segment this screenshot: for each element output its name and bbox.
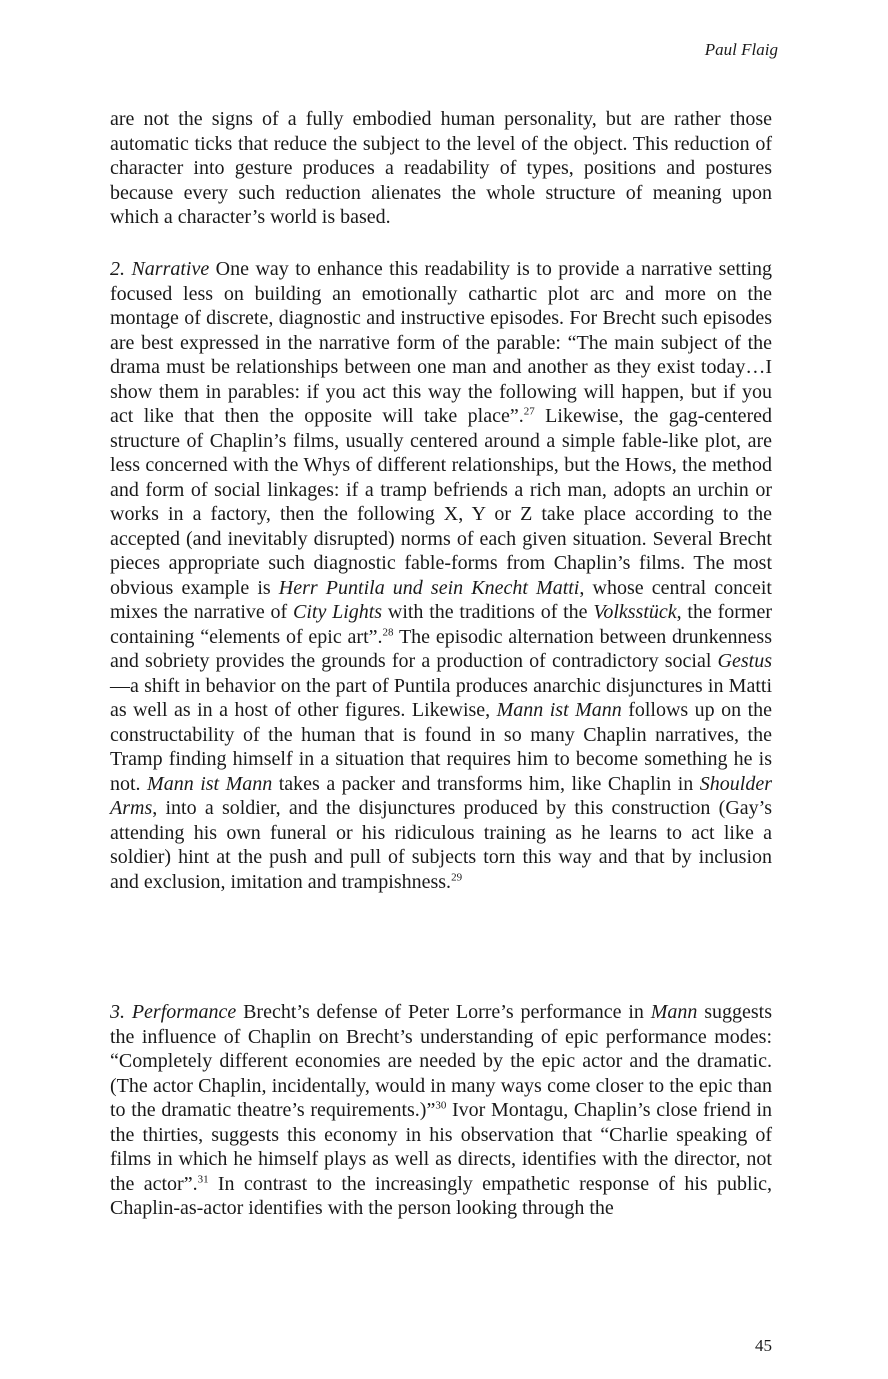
paragraph-3-performance (110, 1000, 772, 1221)
paragraph-1 (110, 107, 772, 230)
footnote-marker: 30 (435, 1099, 447, 1112)
text-span: with the traditions of the (382, 601, 594, 623)
italic-span: Shoulder Arms (110, 772, 773, 819)
italic-span: Gestus (717, 650, 772, 672)
footnote-marker: 29 (451, 870, 463, 883)
footnote-marker: 28 (382, 625, 394, 638)
text-span: In contrast to the increasingly empathetic response of his public, Chaplin-as-actor identifies with the person looking through the (110, 1172, 773, 1219)
italic-span: 2. Narrative (110, 258, 210, 280)
paragraph-text (110, 257, 772, 894)
paragraph-2-narrative (110, 257, 772, 894)
text-span: —a shift in behavior on the part of Puntila produces anarchic disjunctures in Matti as well as in a host of other figures. Likewise, (110, 674, 772, 721)
text-span: follows up on the constructability of the human that is found in so many Chaplin narratives, the Tramp finding himself in a situation that requires him to become something he is not. (110, 699, 772, 795)
text-span: The episodic alternation between drunkenness and sobriety provides the grounds for a production of contradictory social (110, 625, 773, 672)
italic-span: Mann (650, 1001, 698, 1023)
page-number: 45 (755, 1336, 772, 1355)
text-span: , the former containing “elements of epic art”. (110, 601, 772, 648)
text-span: One way to enhance this readability is to provide a narrative setting focused less on building an emotionally cathartic plot arc and more on the montage of discrete, diagnostic and instructive episodes. For Brecht such episodes are best expressed in the narrative form of the parable: “The main subject of the drama must be relationships between one man and another as they exist today…I show them in parables: if you act this way the following will happen, but if you act like that then the opposite will take place”. (110, 258, 772, 427)
text-span: takes a packer and transforms him, like Chaplin in (272, 772, 700, 795)
italic-span: Herr Puntila und sein Knecht Matti (278, 576, 580, 599)
footnote-marker: 27 (523, 405, 535, 418)
text-span: Brecht’s defense of Peter Lorre’s performance in (236, 1001, 651, 1023)
paragraph-text (110, 107, 772, 230)
paragraph-text (110, 1000, 772, 1221)
italic-span: Mann ist Mann (496, 699, 622, 721)
italic-span: 3. Performance (110, 1001, 237, 1023)
running-head-author: Paul Flaig (704, 40, 778, 59)
text-span: , into a soldier, and the disjunctures produced by this construction (Gay’s attending his own funeral or his ridiculous training as he learns to act like a soldier) hint at the push and pull of subjects torn this way and that by inclusion and exclusion, imitation and trampishness. (110, 797, 772, 893)
footnote-marker: 31 (197, 1172, 209, 1185)
text-span: , whose central conceit mixes the narrative of (110, 576, 772, 623)
text-span: Ivor Montagu, Chaplin’s close friend in the thirties, suggests this economy in his observation that “Charlie speaking of films in which he himself plays as well as directs, identifies with the director, not the actor”. (110, 1099, 772, 1195)
text-span: suggests the influence of Chaplin on Brecht’s understanding of epic performance modes: “Completely different economies are needed by the epic actor and the dramatic. (The actor Chaplin, incidentally, would in many ways come closer to the epic than to the dramatic theatre’s requirements.)” (110, 1001, 772, 1121)
italic-span: City Lights (292, 601, 383, 623)
text-span: Likewise, the gag-centered structure of Chaplin’s films, usually centered around a simple fable-like plot, are less concerned with the Whys of different relationships, but the Hows, the method and form of social linkages: if a tramp befriends a rich man, adopts an urchin or works in a factory, then the following X, Y or Z take place according to the accepted (and inevitably disrupted) norms of each given situation. Several Brecht pieces appropriate such diagnostic fable-forms from Chaplin’s films. The most obvious example is (110, 405, 773, 599)
italic-span: Mann ist Mann (147, 772, 273, 795)
italic-span: Volksstück (593, 601, 677, 623)
text-span: are not the signs of a fully embodied human personality, but are rather those automatic ticks that reduce the subject to the level of the object. This reduction of character into gesture produces a readability of types, positions and postures because every such reduction alienates the whole structure of meaning upon which a character’s world is based. (110, 108, 772, 228)
